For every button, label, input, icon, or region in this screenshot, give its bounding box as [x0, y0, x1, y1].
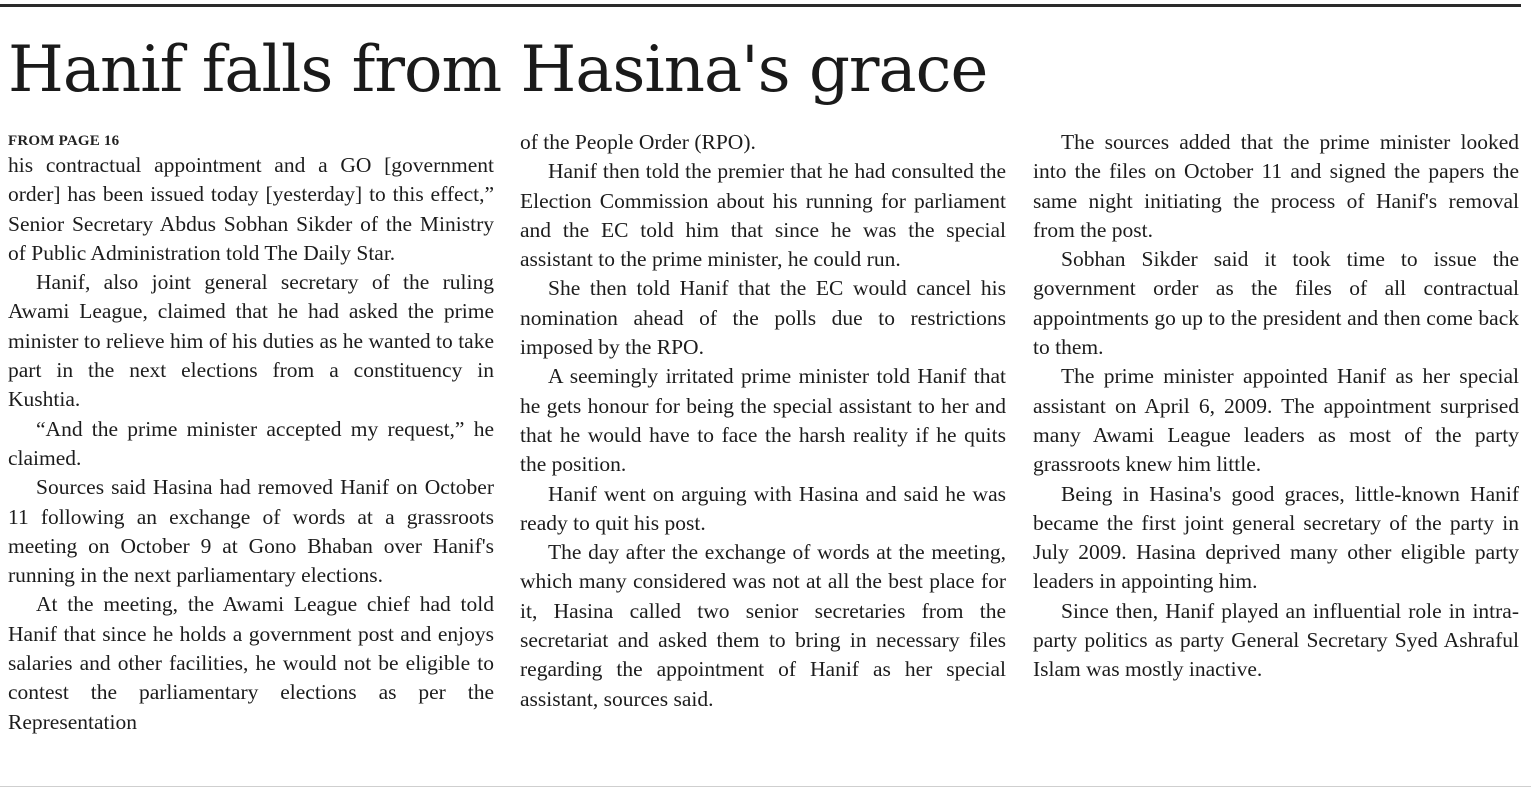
paragraph: Hanif, also joint general secretary of the ruling Awami League, claimed that he had asked the prime minister to relieve him of his duties as he wanted to take part in the next elections from a constituency in Kushtia.	[8, 270, 494, 412]
article-column-2	[520, 128, 1006, 714]
paragraph: of the People Order (RPO).	[520, 130, 756, 154]
article-column-3	[1033, 128, 1519, 685]
paragraph: “And the prime minister accepted my request,” he claimed.	[8, 416, 494, 470]
bottom-rule	[0, 786, 1531, 787]
paragraph: Sobhan Sikder said it took time to issue the government order as the files of all contractual appointments go up to the president and then come back to them.	[1033, 247, 1519, 360]
paragraph: The prime minister appointed Hanif as her special assistant on April 6, 2009. The appointment surprised many Awami League leaders as most of the party grassroots knew him little.	[1033, 364, 1519, 477]
paragraph: Since then, Hanif played an influential role in intra-party politics as party General Secretary Syed Ashraful Islam was mostly inactive.	[1033, 598, 1519, 682]
paragraph: The day after the exchange of words at the meeting, which many considered was not at all the best place for it, Hasina called two senior secretaries from the secretariat and asked them to bring in necessary files regarding the appointment of Hanif as her special assistant, sources said.	[520, 540, 1006, 711]
paragraph: Hanif went on arguing with Hasina and said he was ready to quit his post.	[520, 481, 1006, 535]
paragraph: She then told Hanif that the EC would cancel his nomination ahead of the polls due to restrictions imposed by the RPO.	[520, 276, 1006, 360]
top-rule	[0, 4, 1521, 7]
paragraph: The sources added that the prime minister looked into the files on October 11 and signed the papers the same night initiating the process of Hanif's removal from the post.	[1033, 130, 1519, 242]
article-column-1	[8, 131, 494, 737]
paragraph: Hanif then told the premier that he had consulted the Election Commission about his running for parliament and the EC told him that since he was the special assistant to the prime minister, he could run.	[520, 159, 1006, 272]
paragraph: Sources said Hasina had removed Hanif on October 11 following an exchange of words at a grassroots meeting on October 9 at Gono Bhaban over Hanif's running in the next parliamentary elections.	[8, 475, 494, 588]
paragraph: his contractual appointment and a GO [government order] has been issued today [yesterday] to this effect,” Senior Secretary Abdus Sobhan Sikder of the Ministry of Public Administration told The Daily Star.	[8, 153, 494, 265]
headline: Hanif falls from Hasina's grace	[8, 33, 988, 107]
continued-from-kicker: FROM PAGE 16	[8, 133, 120, 149]
paragraph: At the meeting, the Awami League chief had told Hanif that since he holds a government post and enjoys salaries and other facilities, he would not be eligible to contest the parliamentary elections as per the Representation	[8, 592, 494, 734]
paragraph: Being in Hasina's good graces, little-known Hanif became the first joint general secretary of the party in July 2009. Hasina deprived many other eligible party leaders in appointing him.	[1033, 481, 1519, 594]
paragraph: A seemingly irritated prime minister told Hanif that he gets honour for being the special assistant to her and that he would have to face the harsh reality if he quits the position.	[520, 364, 1006, 477]
